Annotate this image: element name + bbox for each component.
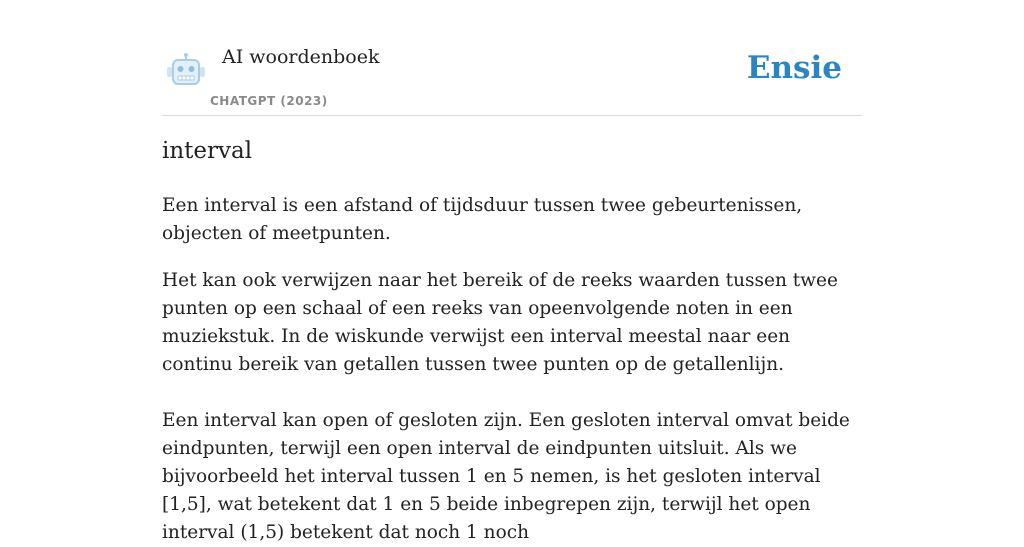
ensie-logo-link[interactable]: Ensie (746, 50, 842, 86)
definition-paragraph: Het kan ook verwijzen naar het bereik of de reeks waarden tussen twee punten op een schaal of een reeks van opeenvolgende noten in een muziekstuk. In de wiskunde verwijst een interval meestal naar een continu bereik van getallen tussen twee punten op de getallenlijn. (162, 270, 838, 375)
source-subtitle: CHATGPT (2023) (210, 94, 328, 108)
source-header (162, 0, 862, 116)
entry-term: interval (162, 138, 253, 164)
robot-icon (166, 52, 206, 88)
definition-paragraph: Een interval is een afstand of tijdsduur tussen twee gebeurtenissen, objecten of meetpunten. (162, 195, 803, 244)
page (162, 0, 862, 543)
source-title-link[interactable]: AI woordenboek (222, 46, 380, 68)
definition-paragraph: Een interval kan open of gesloten zijn. Een gesloten interval omvat beide eindpunten, terwijl een open interval de eindpunten uitsluit. Als we bijvoorbeeld het interval tussen 1 en 5 nemen, is het gesloten interval [1,5], wat betekent dat 1 en 5 beide inbegrepen zijn, terwijl het open interval (1,5) betekent dat noch 1 noch (162, 410, 850, 543)
